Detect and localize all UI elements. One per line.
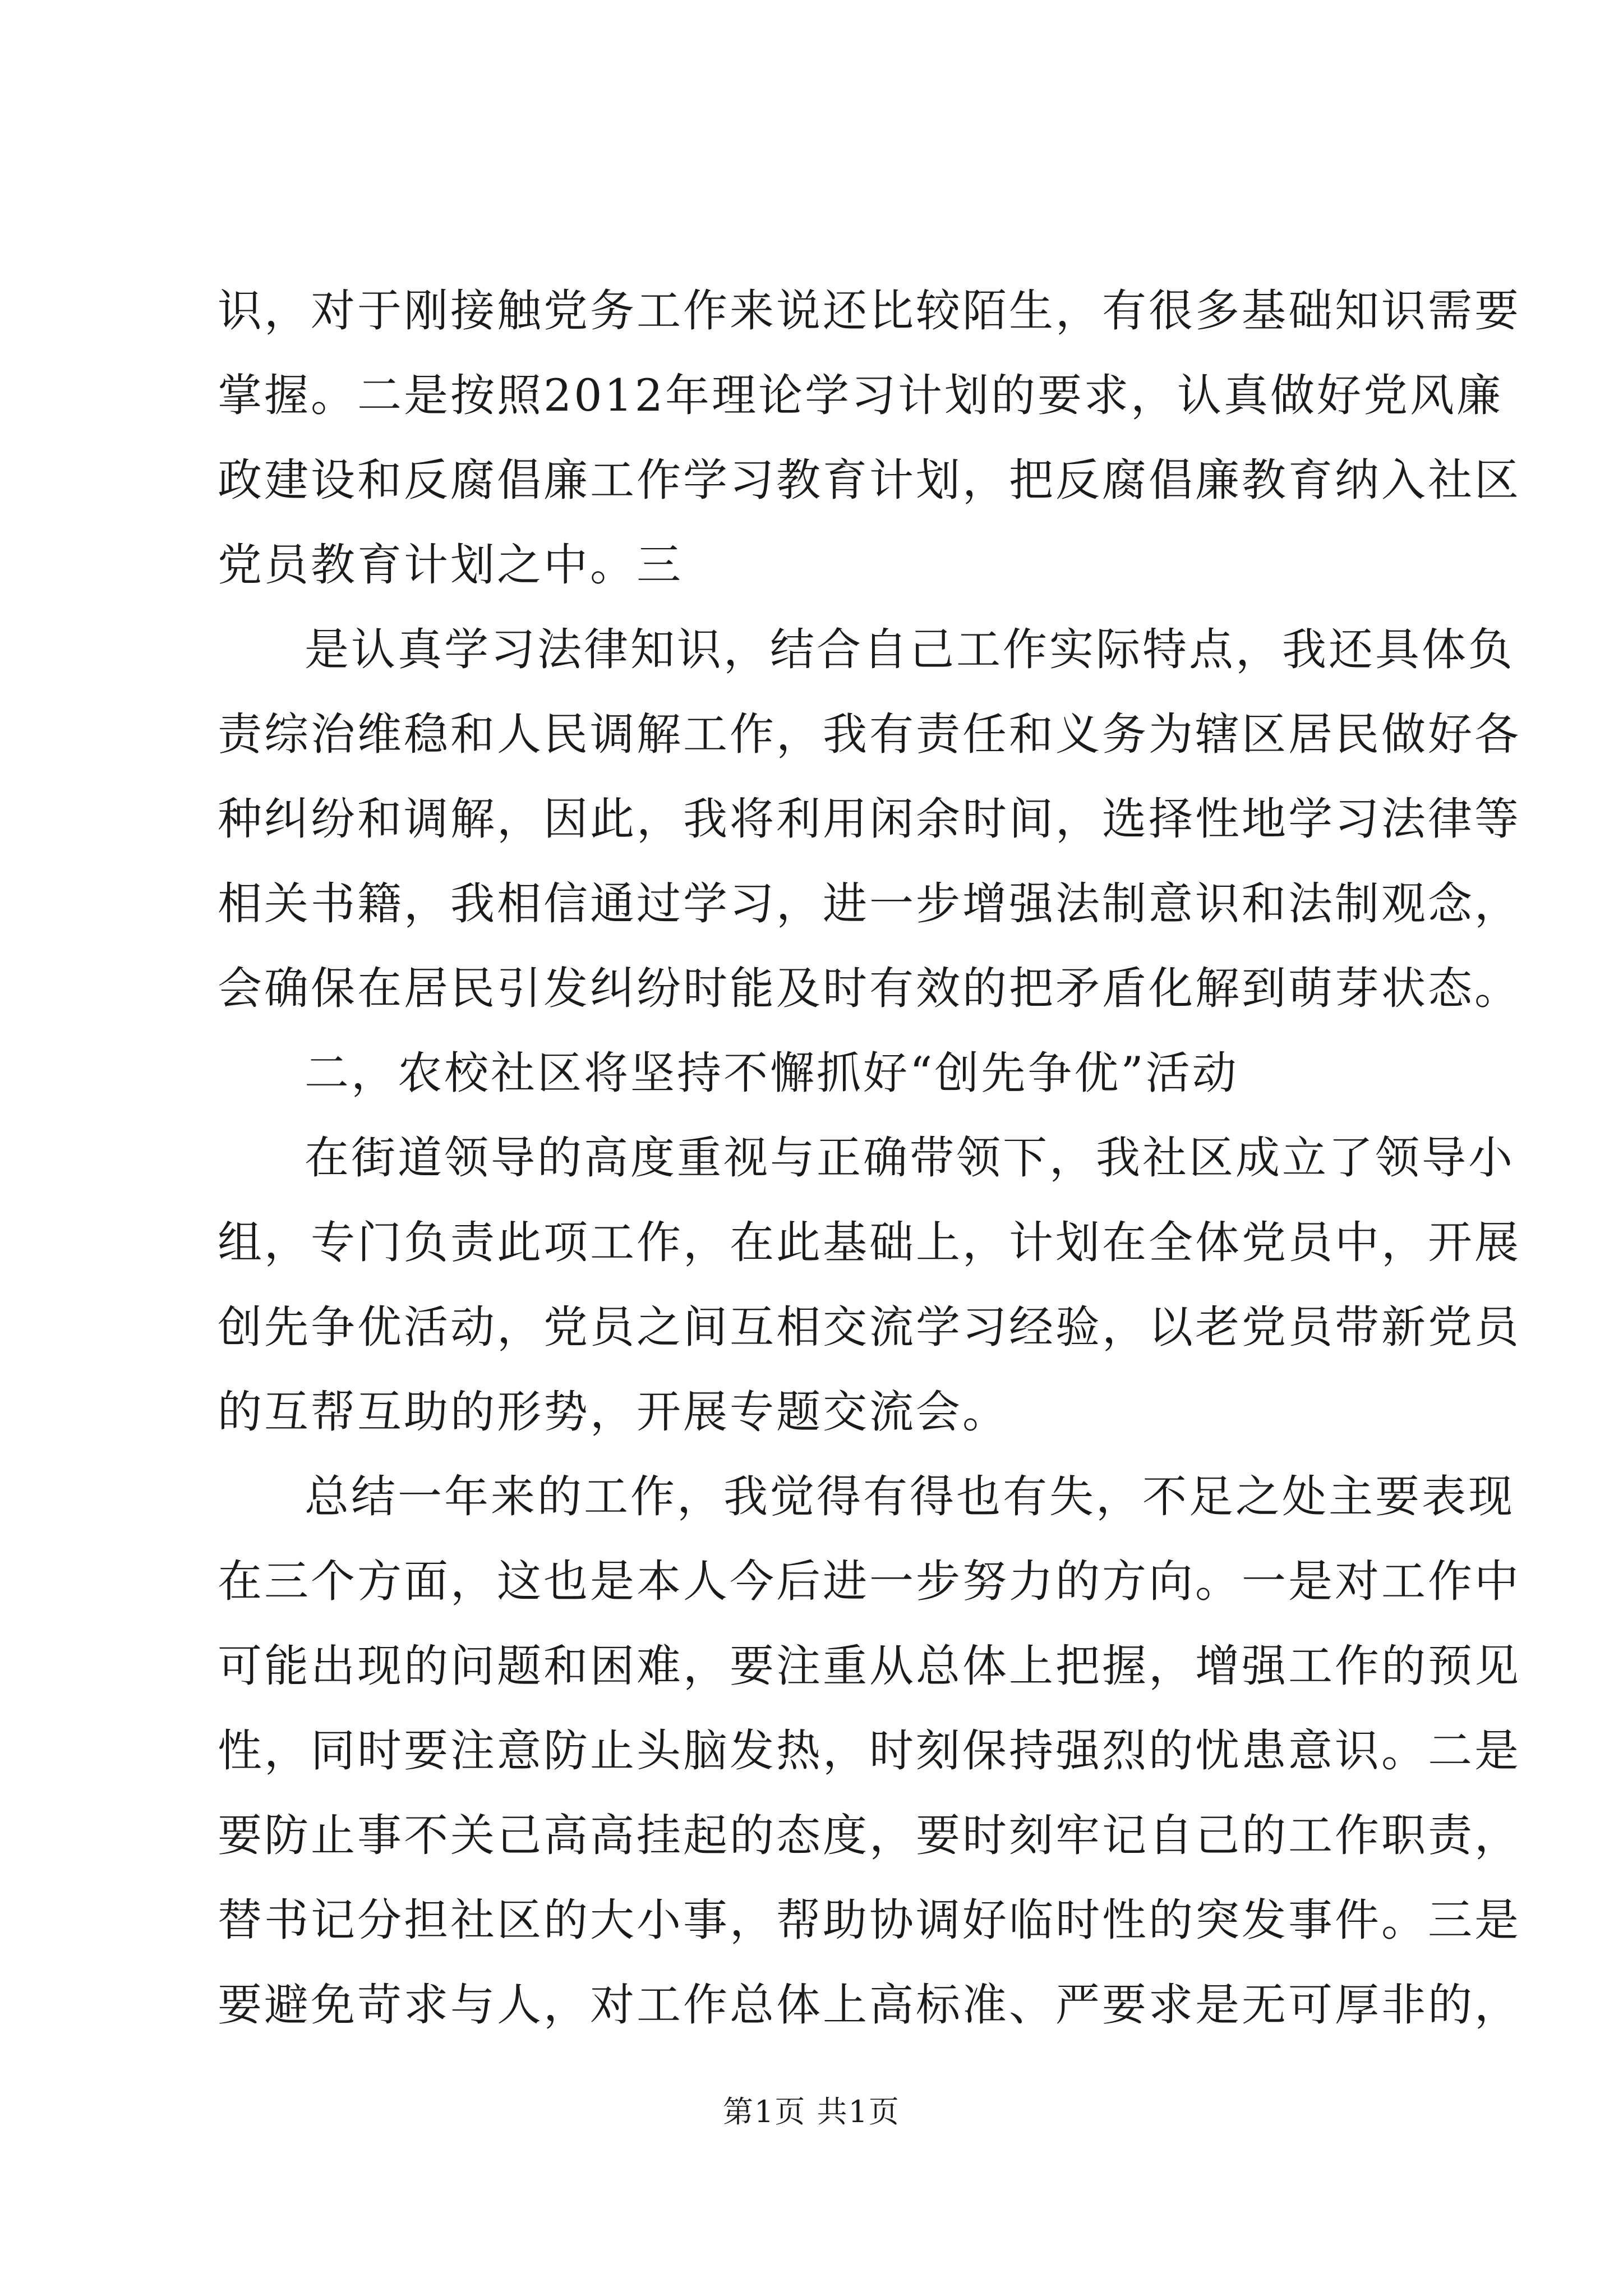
page-footer: 第1页 共1页 xyxy=(723,2094,900,2129)
body-text-line: 总结一年来的工作，我觉得有得也有失，不足之处主要表现 xyxy=(305,1471,1515,1522)
section-heading: 二，农校社区将坚持不懈抓好“创先争优”活动 xyxy=(305,1047,1239,1099)
body-text-line: 是认真学习法律知识，结合自己工作实际特点，我还具体负 xyxy=(305,624,1515,675)
body-text-line: 可能出现的问题和困难，要注重从总体上把握，增强工作的预见 xyxy=(218,1640,1521,1692)
body-text-line: 政建设和反腐倡廉工作学习教育计划，把反腐倡廉教育纳入社区 xyxy=(218,454,1521,506)
body-text-line: 种纠纷和调解，因此，我将利用闲余时间，选择性地学习法律等 xyxy=(218,793,1521,845)
body-text-line: 替书记分担社区的大小事，帮助协调好临时性的突发事件。三是 xyxy=(218,1894,1521,1946)
body-text-line: 在三个方面，这也是本人今后进一步努力的方向。一是对工作中 xyxy=(218,1556,1521,1607)
body-text-line: 组，专门负责此项工作，在此基础上，计划在全体党员中，开展 xyxy=(218,1217,1521,1268)
body-text-line: 要防止事不关己高高挂起的态度，要时刻牢记自己的工作职责， xyxy=(218,1810,1521,1861)
body-text-line: 识，对于刚接触党务工作来说还比较陌生，有很多基础知识需要 xyxy=(218,285,1521,337)
body-text-line: 创先争优活动，党员之间互相交流学习经验，以老党员带新党员 xyxy=(218,1301,1521,1353)
body-text-line: 责综治维稳和人民调解工作，我有责任和义务为辖区居民做好各 xyxy=(218,708,1521,760)
body-text-line: 要避免苛求与人，对工作总体上高标准、严要求是无可厚非的， xyxy=(218,1979,1521,2031)
body-text-line: 性，同时要注意防止头脑发热，时刻保持强烈的忧患意识。二是 xyxy=(218,1725,1521,1777)
body-text-line: 掌握。二是按照2012年理论学习计划的要求，认真做好党风廉 xyxy=(218,370,1504,421)
body-text-line: 会确保在居民引发纠纷时能及时有效的把矛盾化解到萌芽状态。 xyxy=(218,963,1521,1014)
body-text-line: 党员教育计划之中。三 xyxy=(218,539,683,591)
body-text-line: 在街道领导的高度重视与正确带领下，我社区成立了领导小 xyxy=(305,1132,1515,1184)
body-text-line: 相关书籍，我相信通过学习，进一步增强法制意识和法制观念， xyxy=(218,878,1521,930)
body-text-line: 的互帮互助的形势，开展专题交流会。 xyxy=(218,1386,1009,1438)
